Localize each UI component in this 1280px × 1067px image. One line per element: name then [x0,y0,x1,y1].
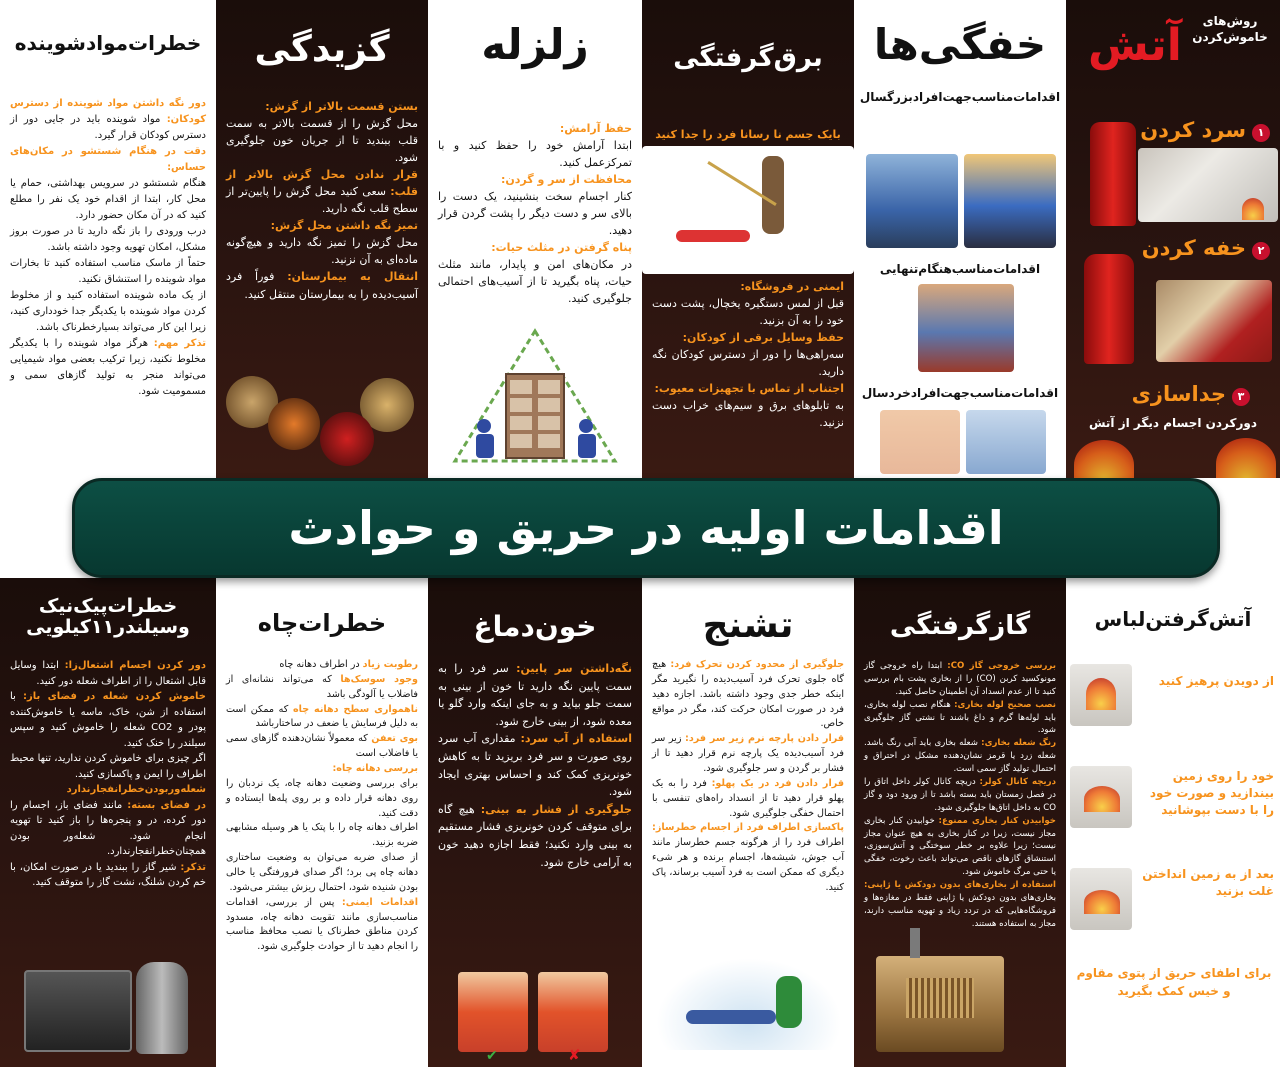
gas-text-1: ابتدا راه خروجی گاز مونوکسید کربن (CO) را از بخاری پشت بام بررسی کنید تا از عدم انسداد آن اطمینان حاصل کنید. [864,661,1056,697]
bite-title: گزیدگی [254,29,390,70]
method-1 [1140,118,1270,142]
detergent-heading-1: دور نگه داشتن مواد شوینده از دسترس کودکان: [10,98,207,125]
well-text-7: از صدای ضربه می‌توان به وضعیت ساختاری دهانه چاه پی برد؛ اگر صدای فرورفتگی یا خالی بودن شنیده شود، احتمال ریزش بیشتر می‌شود. [226,852,418,893]
method-number-2: ۲ [1252,242,1270,260]
seizure-aid-image [656,958,842,1050]
cylinder-text-5: مانند فضای باز، اجسام را دور کرده، در و پنجره‌ها را باز کنید تا تهویه انجام شود. شعله‌ور بودن همچنان‌خطرانفجارندارد. [10,799,206,857]
method-2-label: خفه کردن [1141,236,1246,260]
seizure-title: تشنج [702,605,794,646]
gas-text-4: دریچه کانال کولر داخل اتاق را در فصل زمستان باید بسته باشد تا از ورود دود و گاز CO به داخل اتاق‌ها جلوگیری شود. [864,777,1056,813]
bite-heading-3: تمیز نگه داشتن محل گزش: [270,219,418,233]
choking-children-image-2 [966,410,1046,474]
gas-heading-2: نصب صحیح لوله بخاری: [954,699,1057,710]
seizure-heading-3: قرار دادن فرد در یک پهلو: [711,777,844,789]
seizure-text-3: فرد را به یک پهلو قرار دهید تا از انسداد راه‌های تنفسی با احتمال خفگی جلوگیری شود. [652,777,844,819]
cylinder-text-1: ابتدا وسایل قابل اشتعال را از اطراف شعله دور کنید. [10,660,206,687]
bite-text-4: فوراً فرد آسیب‌دیده را به بیمارستان منتقل کنید. [226,270,418,301]
well-text-4: که معمولاً نشان‌دهنده گازهای سمی یا فاضلاب است [226,733,418,760]
seizure-panel [642,578,854,1067]
choking-panel [854,0,1066,478]
choking-title: خفگی‌ها [873,20,1047,69]
gas-text-3: شعله بخاری باید آبی رنگ باشد. شعله زرد یا قرمز نشان‌دهنده مشکل در احتراق و احتمال تولید گاز سمی است. [864,738,1056,775]
electric-rescue-image [642,146,854,274]
nosebleed-heading-1: نگه‌داشتن سر پایین: [516,662,632,675]
heater-image [876,956,1004,1052]
clothes-fire-panel [1066,578,1280,1067]
cylinder-text-2: با استفاده از شن، خاک، ماسه یا خاموش‌کننده پودر و CO2 شعله را خاموش کنید و سپس سیلندر را خنک کنید. [10,691,206,749]
sand-bucket-image [1156,280,1272,362]
fire-methods-pre: روش‌های خاموش‌کردن [1192,14,1268,44]
check-icon: ✔ [486,1048,498,1064]
clothes-step-2: خود را روی زمین بیندازید و صورت خود را با دست بپوشانید [1149,769,1274,817]
earthquake-heading-3: پناه گرفتن در مثلث حیات: [491,241,632,255]
bite-panel [216,0,428,478]
nosebleed-title: خون‌دماغ [473,610,597,643]
gas-panel [854,578,1066,1067]
choking-children-image [880,410,960,474]
choking-alone-caption: اقدامات‌مناسب‌هنگام‌تنهایی [879,262,1041,276]
well-heading-1: رطوبت زیاد [362,659,418,670]
cylinder-panel [0,578,216,1067]
well-heading-3: ناهمواری سطح دهانه چاه [292,703,418,715]
bite-heading-2: قرار ندادن محل گزش بالاتر از قلب: [226,168,418,199]
detergent-panel [0,0,216,478]
seizure-text-2: زیر سر فرد آسیب‌دیده یک پارچه نرم قرار دهید تا از فشار بر گردن و سر جلوگیری شود. [652,733,844,775]
earthquake-text-2: کنار اجسام سخت بنشینید، یک دست را بالای سر و دست دیگر را پشت گردن قرار دهید. [438,190,632,238]
seizure-heading-2: قرار دادن پارچه نرم زیر سر فرد: [685,733,844,745]
bite-heading-1: بستن قسمت بالاتر از گزش: [265,100,418,113]
gas-heading-5: خوابیدن کنار بخاری ممنوع: [938,815,1056,826]
clothes-step-3-image [1070,868,1132,930]
clothes-step-2-image [1070,766,1132,828]
seizure-text [642,658,854,896]
method-2 [1142,236,1270,260]
gas-heading-1: بررسی خروجی گاز CO: [947,661,1057,671]
gas-text-5: خوابیدن کنار بخاری مجاز نیست، زیرا در کنار بخاری به هیچ عنوان مجاز نیست؛ زیرا علاوه بر خطر سوختگی و آتش‌سوزی، استنشاق گازهای ناقص می‌تواند باعث رخوت، خفگی یا حتی مرگ خاموش شود. [864,815,1056,878]
choking-adults-caption: اقدامات‌مناسب‌جهت‌افرادبزرگسال [859,90,1061,105]
method-number-1: ۱ [1252,124,1270,142]
well-heading-8: اقدامات ایمنی: [341,896,418,908]
cylinder-title: خطرات‌پیک‌نیک وسیلندر۱۱کیلویی [26,595,190,638]
detergent-title: خطرات‌موادشوینده [14,31,202,55]
gas-title: گازگرفتگی [889,611,1031,641]
electric-heading-3: اجتناب از تماس با تجهیزات معیوب: [654,382,844,396]
cylinder-heading-1: دور کردن اجسام اشتعال‌زا: [64,660,206,671]
well-text-1: در اطراف دهانه چاه [279,659,360,670]
cylinder-heading-4: شعله‌وربودن‌خطرانفجارندارد [66,784,206,795]
cylinder-text-6: شیر گاز را ببندید یا در صورت امکان، با خم کردن شلنگ، نشت گاز را متوقف کنید. [10,861,206,888]
well-text-3: که ممکن است به دلیل فرسایش یا ضعف در ساختارباشد [226,703,418,730]
gas-text-2: هنگام نصب لوله بخاری، باید لوله‌ها گرم و داغ باشند تا نشتی گاز جلوگیری شود. [864,699,1056,736]
earthquake-title: زلزله [481,20,589,69]
small-fire-icon [1242,198,1264,220]
earthquake-heading-2: محافظت از سر و گردن: [500,173,632,187]
gas-heading-6: استفاده از بخاری‌های بدون دودکش یا ژاپنی: [864,880,1056,891]
seizure-heading-4: پاکسازی اطراف فرد از اجسام خطرساز: [652,822,844,834]
clothes-step-1-image [1070,664,1132,726]
electric-heading-1: ایمنی در فروشگاه: [740,280,844,293]
gas-stove-image [24,970,132,1052]
nosebleed-correct-image [458,972,528,1052]
method-3-label: جداسازی [1131,382,1226,406]
well-text-5: برای بررسی وضعیت دهانه چاه، یک نردبان را روی دهانه قرار داده و بر روی پله‌ها ایستاده و دقت کنید. [226,777,418,819]
gas-heading-4: دریچه کانال کولر: [979,777,1056,788]
detergent-text [0,96,216,400]
bite-text-2: سعی کنید محل گزش را پایین‌تر از سطح قلب نگه دارید. [226,185,418,216]
method-number-3: ۳ [1232,388,1250,406]
cylinder-text [0,658,216,891]
clothes-step-4: برای اطفای حریق از پتوی مقاوم و خیس کمک بگیرید [1076,966,1272,998]
detergent-text-1: مواد شوینده باید در جایی دور از دسترس کودکان قرار گیرد. [10,114,206,141]
well-panel [216,578,428,1067]
nosebleed-panel [428,578,642,1067]
clothes-step-3: بعد از به زمین انداختن غلت بزنید [1142,867,1274,898]
detergent-text-6: هرگز مواد شوینده را با یکدیگر مخلوط نکنید، زیرا ترکیب بعضی مواد شیمیایی می‌تواند منجر به تولید گازهای سمی و مسمومیت شود. [10,338,206,397]
well-heading-5: بررسی دهانه چاه: [332,763,418,775]
detergent-text-2: هنگام شستشو در سرویس بهداشتی، حمام یا محل کار، ابتدا از اقدام خود یک نفر را مطلع کنید که در آن مکان حضور دارد. [10,178,206,221]
cylinder-text-3: اگر چیزی برای خاموش کردن ندارید، تنها محیط اطراف را ایمن و پاکسازی کنید. [10,753,206,780]
fire-methods-title: آتش [1088,20,1182,71]
gas-cylinder-image [136,962,188,1054]
bite-heading-4: انتقال به بیمارستان: [287,270,418,284]
cylinder-heading-5: در فضای بسته: [127,799,207,811]
main-title: اقدامات اولیه در حریق و حوادث [288,501,1004,555]
spider-image [268,398,320,450]
earthquake-panel [428,0,642,478]
gas-text [854,660,1066,931]
nosebleed-heading-2: استفاده از آب سرد: [520,732,633,746]
cylinder-heading-6: تذکر: [180,861,206,873]
fire-decoration-2 [1216,438,1276,478]
gas-heading-3: رنگ شعله بخاری: [981,738,1057,749]
fire-decoration [1074,440,1134,478]
electric-subtitle: بایک جسم نا رسانا فرد را جدا کنید [655,128,841,141]
earthquake-text-1: ابتدا آرامش خود را حفظ کنید و با تمرکزعمل کنید. [438,139,632,170]
seizure-text-4: اطراف فرد را از هرگونه جسم خطرساز مانند آب جوش، شیشه‌ها، اجسام برنده و هر شیء دیگری که ممکن است به فرد آسیب برساند، پاک کنید. [652,837,844,893]
nosebleed-text [428,660,642,871]
electric-text-1: قبل از لمس دستگیره یخچال، پشت دست خود را به آن بزنید. [652,297,844,328]
seizure-heading-1: جلوگیری از محدود کردن تحرک فرد: [670,659,844,670]
triangle-of-life-image [450,326,620,466]
nosebleed-wrong-image [538,972,608,1052]
well-heading-2: وجود سوسک‌ها [340,673,418,685]
extinguisher-co2-image [1090,122,1136,226]
method-1-label: سرد کردن [1140,118,1246,142]
nosebleed-text-3: هیچ گاه برای متوقف کردن خونریزی فشار مستقیم به بینی وارد نکنید؛ فقط اجازه دهید خون به آرامی خارج شود. [438,802,632,869]
electric-panel [642,0,854,478]
choking-children-caption: اقدامات‌مناسب‌جهت‌افرادخردسال [861,386,1059,400]
earthquake-text-3: در مکان‌های امن و پایدار، مانند مثلث حیات، پناه بگیرید تا از آسیب‌های احتمالی جلوگیری کنید. [438,258,632,306]
nosebleed-text-2: مقداری آب سرد روی صورت و سر فرد بریزید تا به کاهش خونریزی کمک کند و احساس بهتری ایجاد شود. [438,732,632,799]
well-title: خطرات‌چاه [257,609,387,637]
seizure-text-1: هیچ گاه جلوی تحرک فرد آسیب‌دیده را نگیرید مگر اینکه خطر جدی وجود داشته باشد. اجازه دهید فرد در صورت امکان حرکت کند، مگر در مواقع خاص. [652,659,844,730]
detergent-text-4: حتماً از ماسک مناسب استفاده کنید تا بخارات مواد شوینده را استنشاق نکنید. [10,258,206,285]
clothes-fire-title: آتش‌گرفتن‌لباس [1094,607,1252,631]
bite-text-3: محل گزش را تمیز نگه دارید و هیچ‌گونه ماده‌ای به آن نزنید. [226,236,418,267]
extinguisher-image [1084,254,1134,364]
bite-text [216,98,428,303]
detergent-heading-2: دقت در هنگام شستشو در مکان‌های حساس: [10,146,206,173]
electric-text [642,278,854,431]
method-3-desc: دورکردن اجسام دیگر از آتش [1088,416,1258,430]
well-text [216,658,428,955]
main-title-banner [72,478,1220,578]
earthquake-text [428,120,642,308]
electric-text-3: به تابلوهای برق و سیم‌های خراب دست نزنید. [652,399,844,430]
choking-adults-image [866,154,958,248]
cylinder-heading-2: خاموش کردن شعله در فضای باز: [22,691,206,702]
detergent-text-3: درب ورودی را باز نگه دارید تا در صورت بروز مشکل، امکان تهویه وجود داشته باشد. [10,226,206,253]
gas-text-6: بخاری‌های بدون دودکش یا ژاپنی فقط در مغازه‌ها و فروشگاه‌هایی که در تردد زیاد و تهویه مناسب دارند، مجاز به استفاده هستند. [864,893,1056,929]
earthquake-heading-1: حفظ آرامش: [559,122,632,135]
cross-icon: ✘ [568,1046,581,1064]
bite-text-1: محل گزش را از قسمت بالاتر به سمت قلب ببندید تا از جریان خون جلوگیری شود. [226,117,418,165]
choking-adults-image-2 [964,154,1056,248]
nosebleed-text-1: سر فرد را به سمت پایین نگه دارید تا خون از بینی به سمت جلو بیاید و به جای اینکه وارد گلو یا معده شود، از بینی خارج شود. [438,662,632,728]
nosebleed-heading-3: جلوگیری از فشار به بینی: [480,802,632,816]
well-text-2: که می‌تواند نشانه‌ای از فاضلاب یا آلودگی باشد [226,673,418,700]
clothes-step-1: از دویدن پرهیز کنید [1158,674,1274,688]
method-3 [1132,382,1250,406]
electric-heading-2: حفظ وسایل برقی از کودکان: [682,331,844,345]
ant-image [320,412,374,466]
detergent-heading-6: تذکر مهم: [153,338,206,349]
well-heading-4: بوی تعفن [371,733,418,745]
well-text-6: اطراف دهانه چاه را با پتک یا هر وسیله مشابهی ضربه بزنید. [226,822,418,849]
electric-text-2: سه‌راهی‌ها را دور از دسترس کودکان نگه دارید. [652,348,844,379]
electric-title: برق‌گرفتگی [673,43,823,73]
well-text-8: پس از بررسی، اقدامات مناسب‌سازی مانند تقویت دهانه چاه، مسدود کردن مناطق خطرناک یا نصب محافظ مناسب را انجام دهید تا از حوادث جلوگیری شود. [226,896,418,953]
choking-alone-image [918,284,1014,372]
fire-methods-panel [1066,0,1280,478]
detergent-text-5: از یک ماده شوینده استفاده کنید و از مخلوط کردن مواد شوینده با یکدیگر جدا خودداری کنید، زیرا این کار می‌تواند بسیارخطرناک باشد. [10,290,206,333]
